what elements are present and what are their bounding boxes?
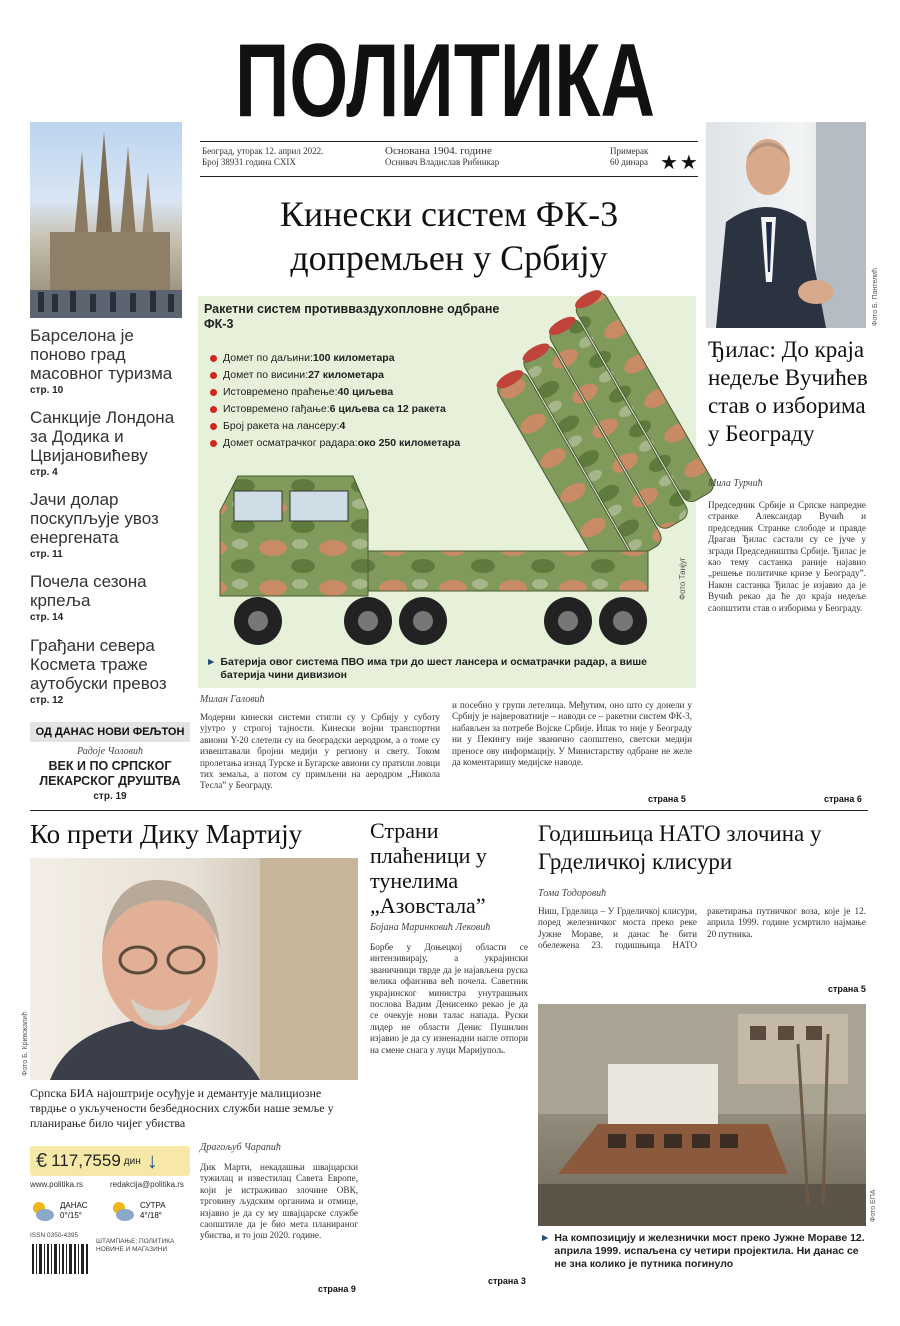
main-photo-credit: Фото Танјуг (678, 557, 687, 600)
meta-price: 60 динара (610, 157, 648, 167)
djilas-byline: Мила Турчић (708, 478, 763, 489)
launcher-truck-graphic (198, 296, 696, 656)
feuilleton-banner: ОД ДАНАС НОВИ ФЕЉТОН (30, 722, 190, 742)
sagrada-familia-graphic (30, 122, 182, 318)
print-info: ШТАМПАЊЕ: ПОЛИТИКА НОВИНЕ И МАГАЗИНИ (96, 1238, 175, 1253)
masthead-rule-bottom (200, 176, 698, 177)
main-caption (206, 656, 690, 682)
spec-label: Домет по даљини: (223, 352, 313, 364)
masthead-rule-top (200, 141, 698, 142)
marty-byline: Драгољуб Чарапић (200, 1142, 281, 1153)
main-continued[interactable]: страна 5 (648, 794, 686, 804)
teaser-item[interactable] (30, 408, 190, 490)
spec-label: Домет по висини: (223, 369, 309, 381)
djilas-photo (706, 122, 866, 328)
masthead-logo-graphic (230, 23, 660, 139)
site-url[interactable]: www.politika.rs (30, 1180, 83, 1189)
main-caption-text: Батерија овог система ПВО има три до шест лансера и осматрачки радар, а више батерија чини дивизион (220, 656, 647, 681)
teaser-item[interactable] (30, 490, 190, 572)
teaser-title: Јачи долар поскупљује увоз енергената (30, 490, 159, 547)
spec-value: 6 циљева са 12 ракета (329, 403, 446, 415)
marty-lede: Српска БИА најоштрије осуђује и демантује малициозне тврдње о укључености безбедносних служби наше земље у планирање било чијег убиства (30, 1086, 334, 1130)
teaser-title: Санкције Лондона за Додика и Цвијановићеву (30, 408, 175, 465)
issn: ISSN 0350-4395 (30, 1232, 79, 1239)
spec-value: 4 (339, 420, 346, 432)
teaser-title: Грађани севера Космета траже аутобуски превоз (30, 636, 167, 693)
teaser-item[interactable] (30, 572, 190, 636)
weather-today-temp: 0°/15° (60, 1211, 82, 1220)
caption-arrow-icon: ► (206, 656, 217, 668)
meta-founded: Основана 1904. године (385, 145, 492, 157)
marty-photo-credit: Фото Б. Кривокапић (22, 1011, 29, 1076)
missile-launcher-illustration (198, 296, 696, 656)
feuilleton-title: ВЕК И ПО СРПСКОГ ЛЕКАРСКОГ ДРУШТВА (39, 759, 181, 788)
djilas-body: Председник Србије и Српске напредне странке Александар Вучић и председник Странке слободе и правде Драган Ђилас састали су се јуче у згради Председништва Србије. Ђилас је као тему састанка раније најавио „решење политичке кризе у Београду”. Након састанка Ђилас је изјавио да је Вучић рекао да ће до краја недеље саопштити став о изборима у Београду. (708, 500, 866, 613)
main-headline-line1: Кинески систем ФК-3 (279, 194, 619, 234)
weather-tomorrow (110, 1194, 190, 1228)
barcelona-photo (30, 122, 182, 318)
azovstal-continued[interactable]: страна 3 (488, 1276, 526, 1286)
barcode-graphic (30, 1236, 90, 1280)
barcode (30, 1236, 90, 1280)
nato-body: Ниш, Грделица – У Грделичкој клисури, поред железничког моста преко реке Јужне Мораве, и данас ће бити обележена 23. годишњица НАТО ракетирања путничког воза, које је 12. априла 1999. године усмртило најмање 20 путника. (538, 906, 866, 951)
main-byline: Милан Галовић (200, 694, 265, 705)
spec-value: 27 километара (308, 369, 384, 381)
teaser-item[interactable] (30, 326, 190, 408)
marty-portrait-graphic (30, 858, 358, 1080)
partly-cloudy-icon (110, 1200, 136, 1222)
infobox-title: Ракетни систем противваздухопловне одбране ФК-3 (204, 302, 500, 331)
section-divider (30, 810, 868, 811)
teaser-item[interactable] (30, 636, 190, 714)
train-wreck-photo (538, 1004, 866, 1226)
teaser-page: стр. 14 (30, 612, 64, 623)
main-headline-line2: допремљен у Србију (290, 238, 608, 278)
weather-tomorrow-temp: 4°/18° (140, 1211, 162, 1220)
masthead-title: ПОЛИТИКА (235, 23, 655, 139)
site-email[interactable]: redakcija@politika.rs (110, 1180, 184, 1189)
marty-body: Дик Марти, некадашњи швајцарски тужилац и известилац Савета Европе, који је истраживао злочине ОВК, трговину људским органима и отмице, изјавио је да су му швајцарске службе саопштиле да је био мета планираног убиства, и то још 2020. године. (200, 1162, 358, 1241)
weather-today (30, 1194, 110, 1228)
teaser-title: Почела сезона крпеља (30, 572, 147, 610)
teaser-page: стр. 10 (30, 385, 64, 396)
main-headline[interactable] (200, 192, 698, 280)
wreck-graphic (538, 1004, 866, 1226)
main-body-col2: и посебно у групи летелица. Међутим, оно што су донели у Србију је највероватније – наводи се – ракетни систем ФК-3, набављен за потребе Војске Србије. Ипак то није у Београду ни у Пекингу није званично саопштено, светски медији преносе ову информацију. У Министарству одбране не желе да коментаришу медијске наводе. (452, 700, 692, 768)
currency-unit: дин (123, 1155, 141, 1167)
spec-label: Број ракета на лансеру: (223, 420, 340, 432)
marty-headline[interactable]: Ко прети Дику Мартију (30, 819, 303, 849)
weather-box (30, 1194, 190, 1228)
feuilleton-author: Радоје Чоловић (77, 746, 143, 757)
teaser-title: Барселона је поново град масовног туризма (30, 326, 173, 383)
teaser-page: стр. 12 (30, 695, 64, 706)
main-body-col1: Модерни кинески системи стигли су у Србију у суботу ујутро у строгој тајности. Кинески војни транспортни авиони Y-20 слетели су на београдски аеродром, а о томе су извештавали бројни медији у региону и свету. Током пролетања изнад Турске и Бугарске авиони су пратили ловци тих земаља, а потом су примљени на аеродром „Никола Тесла” у Београду. (200, 712, 440, 791)
nato-caption-text: На композицију и железнички мост преко Јужне Мораве 12. априла 1999. испаљена су четири пројектила. Ни данас се не зна колико је путника погинуло (554, 1232, 865, 1270)
azovstal-headline[interactable]: Страни плаћеници у тунелима „Азовстала” (370, 818, 487, 918)
meta-date-block (202, 146, 362, 168)
meta-founder: Оснивач Владислав Рибникар (385, 157, 500, 167)
meta-issue: Број 38931 година CXIX (202, 157, 296, 167)
spec-label: Истовремено праћење: (223, 386, 338, 398)
nato-caption (540, 1232, 866, 1271)
azovstal-byline: Бојана Маринковић Лековић (370, 922, 491, 933)
teaser-page: стр. 11 (30, 549, 63, 560)
teaser-page: стр. 4 (30, 467, 58, 478)
spec-value: 100 километара (312, 352, 395, 364)
marty-photo (30, 858, 358, 1080)
weather-today-label: ДАНАС (60, 1201, 88, 1210)
meta-price-block (610, 146, 660, 168)
meta-date: Београд, уторак 12. април 2022. (202, 146, 324, 156)
spec-label: Истовремено гађање: (223, 403, 330, 415)
down-arrow-icon: ↓ (146, 1148, 158, 1173)
spec-label: Домет осматрачког радара: (223, 437, 358, 449)
euro-icon: € (36, 1149, 48, 1172)
spec-value: око 250 километара (357, 437, 461, 449)
masthead-logo (230, 23, 660, 139)
meta-founded-block (385, 146, 565, 168)
weather-tomorrow-label: СУТРА (140, 1201, 166, 1210)
currency-box (30, 1146, 190, 1176)
partly-cloudy-icon (30, 1200, 56, 1222)
feuilleton-page: стр. 19 (93, 791, 127, 802)
nato-byline: Тома Тодоровић (538, 888, 607, 899)
caption-arrow-icon: ► (540, 1232, 551, 1244)
azovstal-body: Борбе у Доњецкој области се интензивирају, а украјински званичници тврде да је најављена руска велика офанзива већ почела. Саветник украјинског министра унутрашњих послова Вадим Денисенко рекао је да се очекује нови талас напада. Руски лидер не области Денис Пушилин изјавио је да су изненадни нагле отпори на смене снага у луци Маријупољ. (370, 942, 528, 1055)
nato-headline[interactable]: Годишњица НАТО злочина у Грделичкој клисури (538, 821, 822, 874)
left-teasers (30, 326, 190, 714)
portrait-graphic (706, 122, 866, 328)
marty-continued[interactable]: страна 9 (318, 1284, 356, 1294)
spec-value: 40 циљева (337, 386, 394, 398)
djilas-continued[interactable]: страна 6 (824, 794, 862, 804)
meta-copy-label: Примерак (610, 146, 649, 156)
djilas-photo-credit: Фото Б. Пантелић (872, 268, 879, 326)
feuilleton-block[interactable] (30, 746, 190, 802)
nato-continued[interactable]: страна 5 (828, 984, 866, 994)
currency-value: 117,7559 (51, 1151, 121, 1170)
djilas-headline[interactable]: Ђилас: До краја недеље Вучићев став о изборима у Београду (708, 337, 868, 446)
meta-stars: ★★ (660, 152, 700, 174)
nato-photo-credit: Фото ЕПА (870, 1189, 877, 1222)
